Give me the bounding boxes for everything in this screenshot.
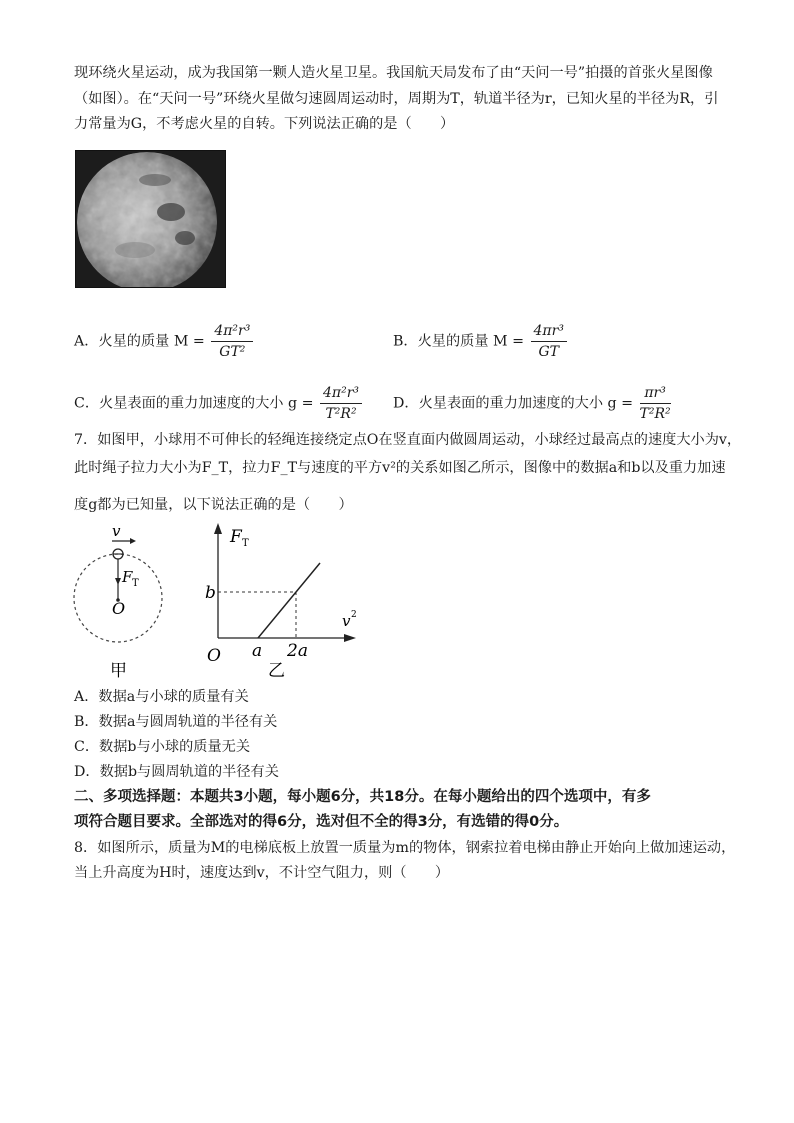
y-axis-arrow-icon <box>214 523 222 534</box>
axis-x-label-sup: 2 <box>351 610 357 620</box>
figure-yi <box>205 523 357 680</box>
q6-option-d-label: D．火星表面的重力加速度的大小 g = <box>393 395 633 412</box>
q6-option-b-fraction <box>531 322 567 361</box>
q7-text-line-3: 度g都为已知量，以下说法正确的是（ ） <box>74 497 353 513</box>
section2-heading-line-1: 二、多项选择题：本题共3小题，每小题6分，共18分。在每小题给出的四个选项中，有多 <box>74 789 651 805</box>
q6-option-c-denominator: T²R² <box>325 406 357 422</box>
q8-text-line-2: 当上升高度为H时，速度达到v，不计空气阻力，则（ ） <box>74 865 450 881</box>
q6-text-line-2: （如图）。在“天问一号”环绕火星做匀速圆周运动时，周期为T，轨道半径为r，已知火星的半径为R，引 <box>74 91 719 107</box>
tick-label-b: b <box>205 583 216 603</box>
q6-option-c-numerator: 4π²r³ <box>320 384 362 404</box>
axis-y-label-sub: T <box>242 538 249 549</box>
q7-figures <box>72 518 362 680</box>
label-ft-sub: T <box>132 578 139 589</box>
q7-option-a[interactable]: A．数据a与小球的质量有关 <box>74 689 249 705</box>
mars-photo <box>75 150 226 288</box>
q7-option-b[interactable]: B．数据a与圆周轨道的半径有关 <box>74 714 278 730</box>
label-o: O <box>112 599 126 618</box>
origin-label: O <box>207 646 221 666</box>
x-axis-arrow-icon <box>344 634 356 642</box>
q6-option-b-numerator: 4πr³ <box>531 322 567 342</box>
label-v: v <box>112 522 121 540</box>
q6-text-line-3: 力常量为G，不考虑火星的自转。下列说法正确的是（ ） <box>74 116 455 132</box>
label-yi: 乙 <box>268 661 285 680</box>
q6-option-b[interactable] <box>393 322 567 361</box>
q6-option-a-label: A．火星的质量 M = <box>74 333 205 350</box>
q6-option-b-denominator: GT <box>538 344 559 360</box>
tick-label-a: a <box>252 641 263 661</box>
q6-option-a-numerator: 4π²r³ <box>211 322 253 342</box>
q6-option-c[interactable] <box>74 384 362 423</box>
q6-option-d-numerator: πr³ <box>640 384 671 404</box>
q7-option-d[interactable]: D．数据b与圆周轨道的半径有关 <box>74 764 279 780</box>
figure-jia <box>74 522 162 680</box>
q6-option-d[interactable] <box>393 384 671 423</box>
q7-text-line-1: 7．如图甲，小球用不可伸长的轻绳连接绕定点O在竖直面内做圆周运动，小球经过最高点的速度大小为v， <box>74 432 742 448</box>
q6-option-c-fraction <box>320 384 362 423</box>
q7-text-line-2: 此时绳子拉力大小为F_T，拉力F_T与速度的平方v²的关系如图乙所示，图像中的数据a和b以及重力加速 <box>74 460 726 476</box>
q6-option-d-fraction <box>640 384 671 423</box>
q6-option-b-label: B．火星的质量 M = <box>393 333 524 350</box>
section2-heading-line-2: 项符合题目要求。全部选对的得6分，选对但不全的得3分，有选错的得0分。 <box>74 814 569 830</box>
tension-arrow-icon <box>115 578 121 585</box>
label-jia: 甲 <box>110 661 127 680</box>
q6-text-line-1: 现环绕火星运动，成为我国第一颗人造火星卫星。我国航天局发布了由“天问一号”拍摄的首张火星图像 <box>74 65 713 81</box>
q8-text-line-1: 8．如图所示，质量为M的电梯底板上放置一质量为m的物体，钢索拉着电梯由静止开始向上做加速运动， <box>74 840 736 856</box>
ft-v2-line <box>258 563 320 638</box>
label-ft: F <box>122 568 133 586</box>
axis-x-label: v <box>342 612 351 630</box>
q6-option-a[interactable] <box>74 322 253 361</box>
axis-y-label: F <box>230 527 242 547</box>
tick-label-2a: 2a <box>287 641 308 661</box>
q6-option-a-denominator: GT² <box>219 344 246 360</box>
q6-option-d-denominator: T²R² <box>639 406 671 422</box>
q6-option-a-fraction <box>211 322 253 361</box>
q7-option-c[interactable]: C．数据b与小球的质量无关 <box>74 739 251 755</box>
velocity-arrowhead-icon <box>130 538 136 544</box>
q6-option-c-label: C．火星表面的重力加速度的大小 g = <box>74 395 314 412</box>
